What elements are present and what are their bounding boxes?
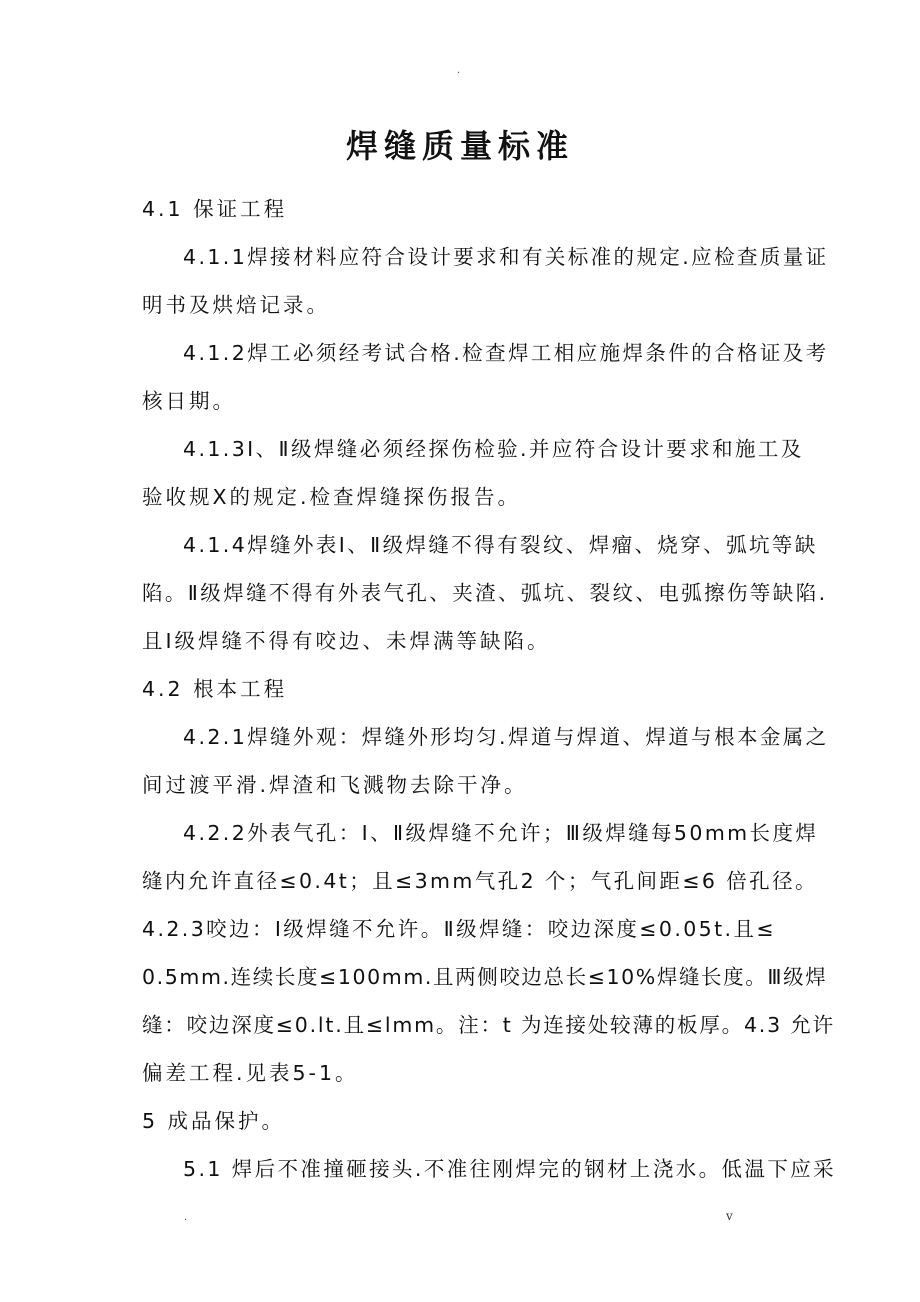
section-heading: 5 成品保护。 <box>142 1109 286 1133</box>
header-dot: . <box>457 65 461 76</box>
footer-dot: . <box>184 1212 188 1223</box>
paragraph-line: 4.1.4焊缝外表Ⅰ、Ⅱ级焊缝不得有裂纹、焊瘤、烧穿、弧坑等缺 <box>183 533 818 557</box>
paragraph-line: 4.1.2焊工必须经考试合格.检查焊工相应施焊条件的合格证及考 <box>183 341 829 365</box>
paragraph-line: 间过渡平滑.焊渣和飞溅物去除干净。 <box>142 773 528 797</box>
paragraph-line: 4.2.1焊缝外观：焊缝外形均匀.焊道与焊道、焊道与根本金属之 <box>183 725 829 749</box>
paragraph-line: 4.2.3咬边：Ⅰ级焊缝不允许。Ⅱ级焊缝：咬边深度≤0.05t.且≤ <box>142 917 776 941</box>
paragraph-line: 明书及烘焙记录。 <box>142 293 330 317</box>
document-title: 焊缝质量标准 <box>345 127 574 165</box>
paragraph-line: 5.1 焊后不准撞砸接头.不准往刚焊完的钢材上浇水。低温下应采 <box>183 1157 837 1181</box>
paragraph-line: 陷。Ⅱ级焊缝不得有外表气孔、夹渣、弧坑、裂纹、电弧擦伤等缺陷. <box>142 581 828 605</box>
document-body <box>142 185 837 1193</box>
paragraph-line: 验收规X的规定.检查焊缝探伤报告。 <box>142 485 522 509</box>
paragraph-line: 4.1.3Ⅰ、Ⅱ级焊缝必须经探伤检验.并应符合设计要求和施工及 <box>183 437 804 461</box>
footer-mark: v <box>726 1209 733 1223</box>
paragraph-line: 0.5mm.连续长度≤100mm.且两侧咬边总长≤10%焊缝长度。Ⅲ级焊 <box>142 965 828 989</box>
paragraph-line: 核日期。 <box>142 389 236 413</box>
paragraph-line: 缝：咬边深度≤0.lt.且≤lmm。注：t 为连接处较薄的板厚。4.3 允许 <box>142 1013 835 1037</box>
paragraph-line: 4.1.1焊接材料应符合设计要求和有关标准的规定.应检查质量证 <box>183 245 829 269</box>
paragraph-line: 缝内允许直径≤0.4t；且≤3mm气孔2 个；气孔间距≤6 倍孔径。 <box>142 869 818 893</box>
paragraph-line: 偏差工程.见表5-1。 <box>142 1061 359 1085</box>
paragraph-line: 4.2.2外表气孔：Ⅰ、Ⅱ级焊缝不允许；Ⅲ级焊缝每50mm长度焊 <box>183 821 819 845</box>
paragraph-line: 且Ⅰ级焊缝不得有咬边、未焊满等缺陷。 <box>142 629 551 653</box>
section-heading: 4.2 根本工程 <box>142 677 288 701</box>
section-heading: 4.1 保证工程 <box>142 197 288 221</box>
